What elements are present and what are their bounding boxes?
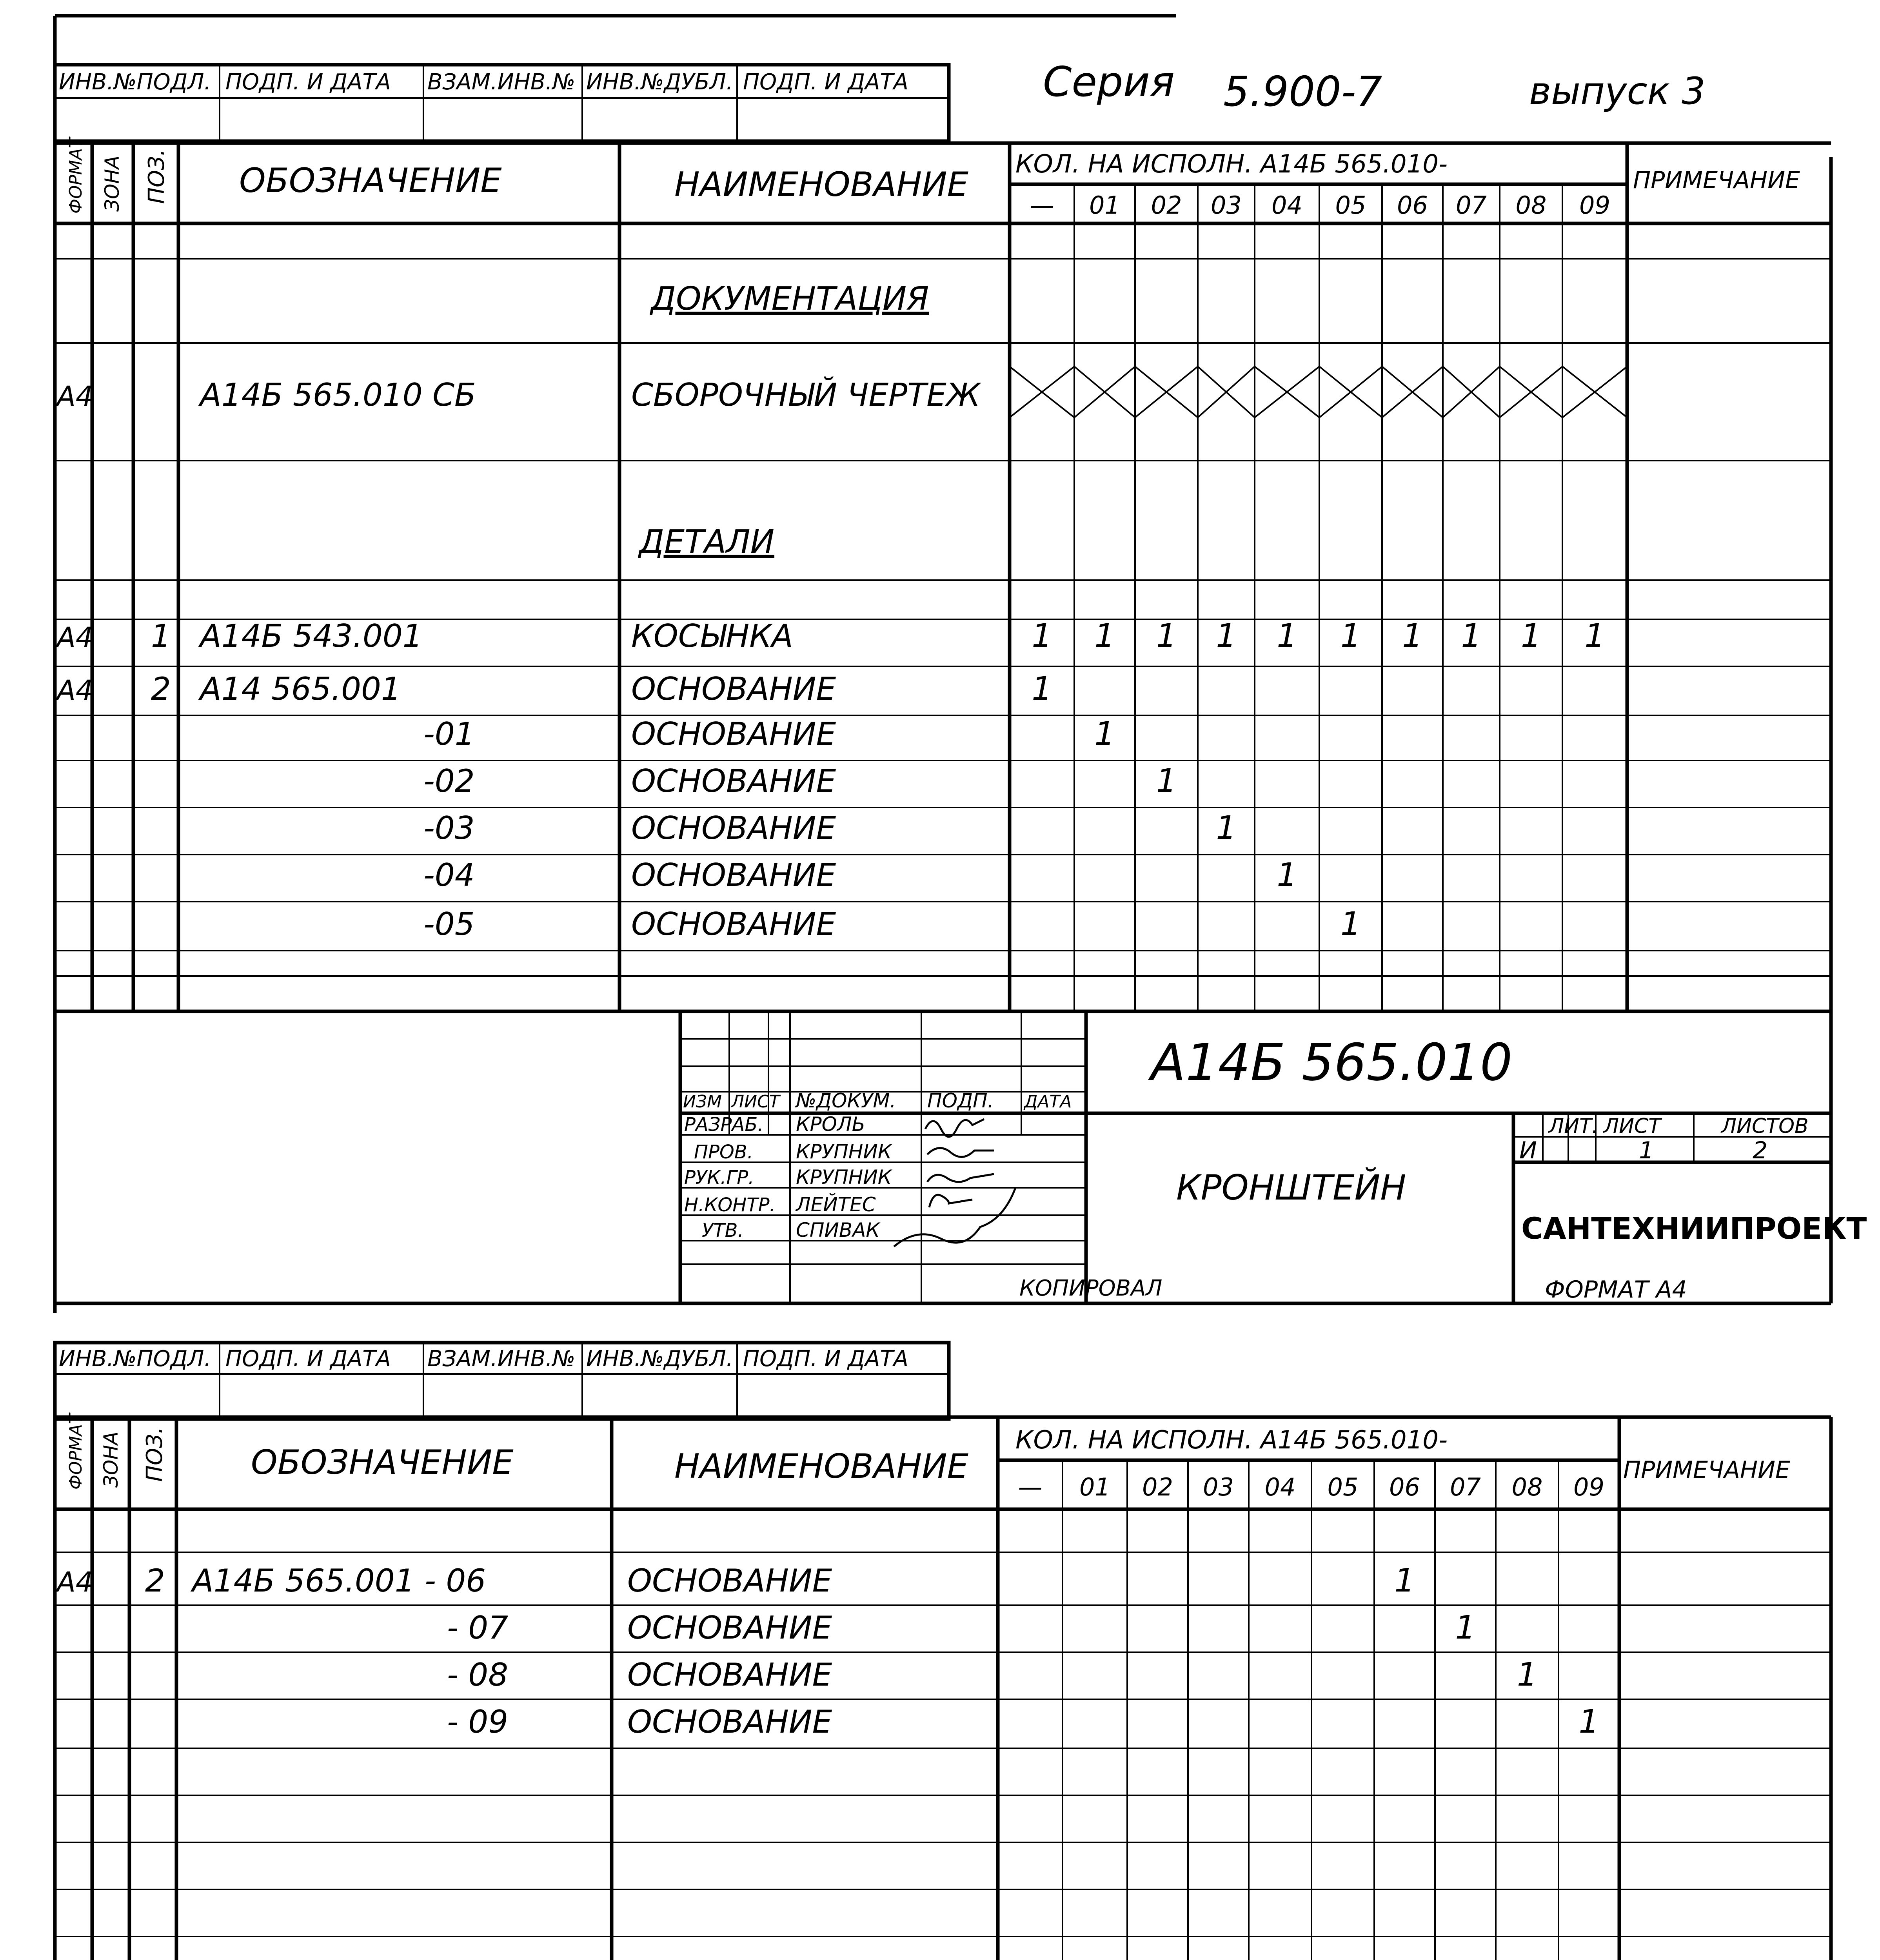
row-name: ОСНОВАНИЕ	[627, 1657, 832, 1693]
tb-role-rukgr: РУК.ГР.	[684, 1167, 754, 1189]
series-number: 5.900-7	[1223, 68, 1382, 116]
tb-role-nkontr: Н.КОНТР.	[684, 1194, 776, 1216]
na-cross-mark	[1562, 367, 1627, 417]
col-zone: ЗОНА	[101, 155, 124, 212]
org-name: САНТЕХНИИПРОЕКТ	[1521, 1211, 1867, 1246]
row-designation: -03	[423, 810, 475, 846]
stamp-inv-podl: ИНВ.№ПОДЛ.	[59, 69, 211, 95]
qty-value: 1	[1032, 617, 1052, 655]
row-pos: 1	[151, 618, 171, 654]
qty-value: 1	[1402, 617, 1423, 655]
na-cross-mark	[1135, 367, 1198, 417]
qty-col-header: 05	[1327, 1473, 1359, 1501]
row-designation: - 08	[447, 1657, 509, 1693]
row-designation: - 09	[447, 1704, 509, 1740]
qty-value: 1	[1455, 1609, 1476, 1646]
row-designation: -01	[423, 716, 475, 752]
tb-role-utv: УТВ.	[702, 1220, 744, 1241]
tb-sheets-label: ЛИСТОВ	[1721, 1114, 1809, 1138]
sheet2-spec-table	[55, 1412, 1831, 1960]
table-row	[447, 1704, 832, 1740]
qty-col-header: 02	[1151, 191, 1182, 220]
qty-value: 1	[1032, 670, 1052, 708]
tb-sheet-value: 1	[1639, 1137, 1654, 1164]
qty-col-header: —	[1030, 191, 1054, 220]
tb-izm: ИЗМ	[683, 1092, 722, 1112]
stamp-inv-dubl: ИНВ.№ДУБЛ.	[586, 1346, 733, 1372]
tb-docum: №ДОКУМ.	[796, 1089, 896, 1112]
tb-lit-value: И	[1519, 1137, 1537, 1164]
row-designation: А14 565.001	[200, 671, 401, 707]
qty-value: 1	[1578, 1703, 1599, 1740]
qty-col-header: 06	[1389, 1473, 1420, 1501]
sheet2-archive-stamp	[55, 1343, 949, 1419]
na-cross-mark	[1198, 367, 1255, 417]
row-pos: 2	[151, 671, 171, 707]
row-name: КОСЫНКА	[631, 618, 793, 654]
col-note: ПРИМЕЧАНИЕ	[1623, 1456, 1790, 1484]
qty-col-header: 08	[1515, 191, 1547, 220]
qty-col-header: 01	[1079, 1473, 1110, 1501]
qty-value: 1	[1216, 617, 1237, 655]
qty-value: 1	[1094, 617, 1115, 655]
row-name: ОСНОВАНИЕ	[631, 810, 836, 846]
col-pos: ПОЗ.	[144, 149, 169, 204]
table-row	[447, 1610, 832, 1646]
col-format: ФОРМАТ	[66, 1414, 86, 1490]
stamp-inv-dubl: ИНВ.№ДУБЛ.	[586, 69, 733, 95]
tb-name-nkontr: ЛЕЙТЕС	[796, 1193, 876, 1216]
table-row	[55, 367, 1627, 417]
tb-lit-label: ЛИТ.	[1549, 1114, 1598, 1138]
row-format: А4	[57, 380, 93, 412]
table-row	[423, 906, 836, 942]
row-designation: А14Б 565.001 - 06	[192, 1563, 486, 1599]
signatures	[894, 1119, 1015, 1247]
qty-col-header: —	[1018, 1473, 1043, 1501]
series-label: Серия	[1043, 58, 1175, 106]
qty-value: 1	[1156, 762, 1177, 800]
qty-value: 1	[1340, 906, 1361, 943]
col-name: НАИМЕНОВАНИЕ	[674, 1447, 968, 1486]
qty-col-header: 08	[1511, 1473, 1543, 1501]
qty-col-header: 09	[1573, 1473, 1604, 1501]
tb-name-rukgr: КРУПНИК	[796, 1166, 892, 1189]
row-name: ОСНОВАНИЕ	[627, 1563, 832, 1599]
qty-col-header: 04	[1264, 1473, 1296, 1501]
na-cross-mark	[1500, 367, 1562, 417]
col-designation: ОБОЗНАЧЕНИЕ	[239, 161, 502, 200]
tb-podp: ПОДП.	[927, 1089, 994, 1112]
table-row	[447, 1657, 832, 1693]
col-designation: ОБОЗНАЧЕНИЕ	[251, 1443, 514, 1482]
doc-number: А14Б 565.010	[1151, 1033, 1513, 1092]
stamp-podp-data: ПОДП. И ДАТА	[225, 69, 391, 95]
section-documentation: ДОКУМЕНТАЦИЯ	[651, 280, 929, 318]
not-applicable-crosses	[1010, 367, 1627, 417]
na-cross-mark	[1382, 367, 1443, 417]
qty-value: 1	[1517, 1656, 1538, 1693]
col-name: НАИМЕНОВАНИЕ	[674, 165, 968, 204]
tb-sheets-value: 2	[1753, 1137, 1768, 1164]
qty-col-header: 01	[1089, 191, 1120, 220]
tb-name-utv: СПИВАК	[796, 1219, 880, 1241]
row-name: ОСНОВАНИЕ	[631, 716, 836, 752]
row-designation: -05	[423, 906, 475, 942]
qty-col-header: 06	[1397, 191, 1428, 220]
section-parts: ДЕТАЛИ	[639, 523, 775, 561]
na-cross-mark	[1319, 367, 1382, 417]
sheet1-spec-table	[55, 136, 1831, 1011]
na-cross-mark	[1074, 367, 1135, 417]
qty-col-header: 03	[1211, 191, 1242, 220]
col-qty-title: КОЛ. НА ИСПОЛН. А14Б 565.010-	[1015, 150, 1448, 179]
row-name: ОСНОВАНИЕ	[631, 906, 836, 942]
tb-role-razrab: РАЗРАБ.	[684, 1114, 764, 1136]
col-zone: ЗОНА	[100, 1431, 122, 1488]
qty-value: 1	[1277, 857, 1297, 894]
row-name: ОСНОВАНИЕ	[631, 763, 836, 799]
table-row	[423, 716, 836, 752]
qty-values	[1394, 1562, 1599, 1740]
format-label: ФОРМАТ А4	[1545, 1276, 1687, 1303]
col-qty-title: КОЛ. НА ИСПОЛН. А14Б 565.010-	[1015, 1426, 1448, 1455]
table-row	[423, 810, 836, 846]
qty-col-header: 09	[1579, 191, 1610, 220]
col-note: ПРИМЕЧАНИЕ	[1633, 167, 1800, 194]
stamp-vzam-inv: ВЗАМ.ИНВ.№	[427, 1346, 576, 1372]
qty-value: 1	[1277, 617, 1297, 655]
stamp-podp-data-2: ПОДП. И ДАТА	[743, 1346, 908, 1372]
row-designation: -04	[423, 857, 475, 893]
na-cross-mark	[1010, 367, 1074, 417]
sheet1-archive-stamp	[55, 65, 949, 141]
row-name: ОСНОВАНИЕ	[631, 857, 836, 893]
row-designation: -02	[423, 763, 475, 799]
qty-value: 1	[1520, 617, 1542, 655]
row-designation: А14Б 543.001	[200, 618, 423, 654]
row-designation: А14Б 565.010 СБ	[200, 377, 476, 413]
row-pos: 2	[145, 1563, 165, 1599]
stamp-podp-data: ПОДП. И ДАТА	[225, 1346, 391, 1372]
table-row	[55, 1563, 832, 1599]
sheet-1	[55, 16, 1867, 1313]
stamp-vzam-inv: ВЗАМ.ИНВ.№	[427, 69, 576, 95]
row-name: ОСНОВАНИЕ	[631, 671, 836, 707]
stamp-inv-podl: ИНВ.№ПОДЛ.	[59, 1346, 211, 1372]
row-name: ОСНОВАНИЕ	[627, 1704, 832, 1740]
table-row	[423, 763, 836, 799]
row-format: А4	[57, 674, 93, 706]
tb-name-prov: КРУПНИК	[796, 1140, 892, 1163]
na-cross-mark	[1443, 367, 1500, 417]
row-format: А4	[57, 1566, 93, 1598]
issue-label: выпуск 3	[1529, 70, 1706, 113]
qty-col-header: 07	[1450, 1473, 1481, 1501]
table-row	[55, 618, 793, 654]
sheet2-frame	[55, 1343, 1831, 1960]
row-designation: - 07	[447, 1610, 509, 1646]
qty-col-header: 05	[1335, 191, 1366, 220]
row-name: СБОРОЧНЫЙ ЧЕРТЕЖ	[631, 377, 980, 413]
qty-value: 1	[1156, 617, 1177, 655]
col-format: ФОРМАТ	[66, 138, 86, 214]
qty-value: 1	[1216, 809, 1237, 847]
tb-sheet-label: ЛИСТ	[1604, 1114, 1661, 1138]
row-name: ОСНОВАНИЕ	[627, 1610, 832, 1646]
sheet-2	[55, 1343, 1831, 1960]
na-cross-mark	[1255, 367, 1319, 417]
qty-col-header: 07	[1456, 191, 1487, 220]
qty-col-header: 02	[1142, 1473, 1173, 1501]
qty-value: 1	[1340, 617, 1361, 655]
qty-col-header: 03	[1203, 1473, 1234, 1501]
qty-value: 1	[1461, 617, 1482, 655]
sheet1-title-block	[680, 1011, 1867, 1303]
tb-name-razrab: КРОЛЬ	[796, 1113, 865, 1136]
col-pos: ПОЗ.	[142, 1427, 167, 1482]
qty-value: 1	[1584, 617, 1605, 655]
qty-value: 1	[1394, 1562, 1415, 1599]
copied-label: КОПИРОВАЛ	[1019, 1276, 1163, 1301]
table-row	[423, 857, 836, 893]
tb-list: ЛИСТ	[731, 1092, 780, 1112]
item-name: КРОНШТЕЙН	[1176, 1167, 1406, 1208]
tb-data: ДАТА	[1024, 1092, 1072, 1112]
qty-value: 1	[1094, 715, 1115, 753]
table-row	[55, 671, 836, 707]
qty-col-header: 04	[1271, 191, 1302, 220]
row-format: А4	[57, 621, 93, 653]
tb-role-prov: ПРОВ.	[694, 1141, 754, 1163]
stamp-podp-data-2: ПОДП. И ДАТА	[743, 69, 908, 95]
